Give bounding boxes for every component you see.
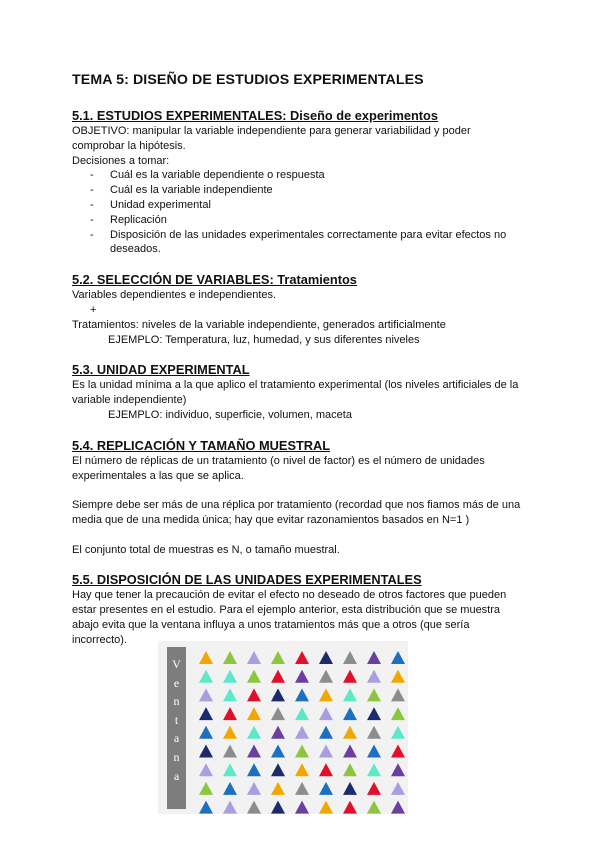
treatment-triangle — [391, 801, 405, 814]
list-item: - Cuál es la variable dependiente o respuesta — [72, 168, 532, 183]
treatment-triangle — [247, 763, 261, 776]
replication-p1-b: experimentales a las que se aplica. — [72, 469, 244, 482]
treatment-triangle — [295, 670, 309, 683]
treatment-triangle — [391, 782, 405, 795]
treatment-triangle — [343, 688, 357, 701]
section-5-2-heading: 5.2. SELECCIÓN DE VARIABLES: Tratamientos — [72, 272, 357, 288]
treatment-triangle — [343, 670, 357, 683]
treatment-triangle — [223, 763, 237, 776]
treatment-triangle — [343, 745, 357, 758]
layout-line-1: Hay que tener la precaución de evitar el efecto no deseado de otros factores que pueden — [72, 589, 507, 602]
list-item: - Cuál es la variable independiente — [72, 183, 532, 198]
treatment-triangle — [295, 688, 309, 701]
treatment-triangle — [223, 745, 237, 758]
treatment-triangle — [319, 745, 333, 758]
layout-line-2: estar presentes en el estudio. Para el ejemplo anterior, esta distribución que se muestra — [72, 604, 501, 617]
treatment-triangle — [391, 763, 405, 776]
treatment-triangle — [319, 651, 333, 664]
treatment-triangle — [391, 726, 405, 739]
ventana-letter: n — [173, 749, 180, 764]
treatment-triangle — [319, 801, 333, 814]
treatments-example: EJEMPLO: Temperatura, luz, humedad, y sus diferentes niveles — [108, 333, 420, 346]
treatment-triangle — [247, 745, 261, 758]
treatment-triangle — [247, 688, 261, 701]
treatment-triangle — [199, 763, 213, 776]
treatment-triangle — [343, 782, 357, 795]
randomized-layout-figure — [158, 641, 408, 814]
sample-size-line: El conjunto total de muestras es N, o tamaño muestral. — [72, 543, 340, 556]
treatment-triangle — [223, 688, 237, 701]
unit-line-1: Es la unidad mínima a la que aplico el tratamiento experimental (los niveles artificiales de la — [72, 379, 519, 392]
treatment-triangle — [199, 688, 213, 701]
treatment-triangle — [271, 782, 285, 795]
treatment-triangle — [343, 726, 357, 739]
treatment-triangle — [319, 707, 333, 720]
treatment-triangle — [319, 763, 333, 776]
treatment-triangle — [223, 801, 237, 814]
section-5-1-heading: 5.1. ESTUDIOS EXPERIMENTALES: Diseño de experimentos — [72, 108, 438, 123]
treatment-grid — [158, 641, 408, 814]
treatment-triangle — [247, 707, 261, 720]
treatment-triangle — [271, 670, 285, 683]
section-5-3-heading: 5.3. UNIDAD EXPERIMENTAL — [72, 362, 250, 378]
treatment-triangle — [199, 745, 213, 758]
treatment-triangle — [223, 782, 237, 795]
treatment-triangle — [271, 763, 285, 776]
treatment-triangle — [199, 726, 213, 739]
document-page — [72, 72, 532, 648]
treatment-triangle — [247, 726, 261, 739]
treatments-line: Tratamientos: niveles de la variable independiente, generados artificialmente — [72, 318, 446, 331]
treatment-triangle — [271, 745, 285, 758]
treatment-triangle — [391, 651, 405, 664]
decisions-label: Decisiones a tomar: — [72, 154, 170, 167]
treatment-triangle — [367, 801, 381, 814]
replication-p2-a: Siempre debe ser más de una réplica por tratamiento (recordad que nos fiamos más de una — [72, 499, 521, 512]
treatment-triangle — [295, 707, 309, 720]
treatment-triangle — [343, 707, 357, 720]
treatment-triangle — [367, 782, 381, 795]
layout-line-3: abajo evita que la ventana influya a unos tratamientos más que a otros (que sería — [72, 618, 470, 631]
treatment-triangle — [343, 651, 357, 664]
treatment-triangle — [367, 745, 381, 758]
treatment-triangle — [295, 651, 309, 664]
treatment-triangle — [367, 726, 381, 739]
ventana-letter: a — [173, 731, 180, 746]
treatment-triangle — [247, 782, 261, 795]
treatment-triangle — [199, 670, 213, 683]
section-5-5-heading: 5.5. DISPOSICIÓN DE LAS UNIDADES EXPERIMENTALES — [72, 572, 422, 588]
treatment-triangle — [199, 801, 213, 814]
treatment-triangle — [271, 651, 285, 664]
treatment-triangle — [319, 726, 333, 739]
treatment-triangle — [223, 726, 237, 739]
treatment-triangle — [343, 763, 357, 776]
treatment-triangle — [295, 763, 309, 776]
treatment-triangle — [223, 670, 237, 683]
treatment-triangle — [367, 707, 381, 720]
treatment-triangle — [319, 670, 333, 683]
treatment-triangle — [295, 782, 309, 795]
treatment-triangle — [391, 670, 405, 683]
treatment-triangle — [367, 688, 381, 701]
section-5-4-heading: 5.4. REPLICACIÓN Y TAMAÑO MUESTRAL — [72, 437, 331, 453]
list-item: - Replicación — [72, 213, 532, 228]
layout-line-4: incorrecto). — [72, 633, 128, 646]
replication-p1-a: El número de réplicas de un tratamiento (o nivel de factor) es el número de unidades — [72, 454, 485, 467]
treatment-triangle — [199, 782, 213, 795]
treatment-triangle — [343, 801, 357, 814]
treatment-triangle — [319, 782, 333, 795]
objective-line-1: OBJETIVO: manipular la variable independiente para generar variabilidad y poder — [72, 125, 471, 137]
ventana-letter: t — [174, 712, 179, 727]
treatment-triangle — [295, 801, 309, 814]
decisions-list — [72, 168, 532, 242]
treatment-triangle — [271, 707, 285, 720]
treatment-triangle — [319, 688, 333, 701]
treatment-triangle — [367, 670, 381, 683]
list-item: - Disposición de las unidades experimentales correctamente para evitar efectos no — [72, 228, 532, 243]
variables-line: Variables dependientes e independientes. — [72, 289, 277, 302]
treatment-triangle — [271, 726, 285, 739]
document-title: TEMA 5: DISEÑO DE ESTUDIOS EXPERIMENTALES — [72, 72, 424, 88]
plus-sign: + — [90, 303, 97, 316]
ventana-letter: V — [172, 657, 181, 671]
treatment-triangle — [223, 707, 237, 720]
treatment-triangle — [247, 801, 261, 814]
objective-line-2: comprobar la hipótesis. — [72, 139, 186, 152]
treatment-triangle — [247, 670, 261, 683]
ventana-letter: e — [173, 675, 180, 690]
replication-p2-b: media que de una medida única; hay que evitar razonamientos basados en N=1 ) — [72, 513, 470, 526]
unit-example: EJEMPLO: individuo, superficie, volumen, maceta — [108, 408, 352, 421]
unit-line-2: variable independiente) — [72, 394, 187, 407]
treatment-triangle — [391, 707, 405, 720]
treatment-triangle — [367, 651, 381, 664]
treatment-triangle — [391, 688, 405, 701]
treatment-triangle — [271, 801, 285, 814]
treatment-triangle — [295, 726, 309, 739]
treatment-triangle — [199, 707, 213, 720]
ventana-letter: n — [173, 694, 180, 709]
treatment-triangle — [271, 688, 285, 701]
treatment-triangle — [199, 651, 213, 664]
treatment-triangle — [367, 763, 381, 776]
treatment-triangle — [223, 651, 237, 664]
treatment-triangle — [247, 651, 261, 664]
list-item: - Unidad experimental — [72, 198, 532, 213]
list-item-continuation: deseados. — [110, 243, 161, 256]
ventana-letter: a — [173, 768, 180, 783]
treatment-triangle — [295, 745, 309, 758]
treatment-triangle — [391, 745, 405, 758]
